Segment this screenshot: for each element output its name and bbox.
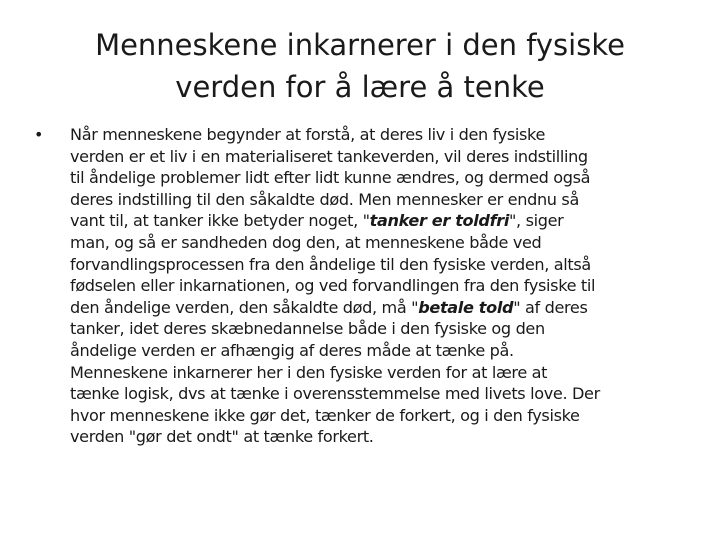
slide-title xyxy=(40,24,680,108)
paragraph-line: deres indstilling til den såkaldte død. Men mennesker er endnu så xyxy=(70,189,579,209)
paragraph-line: verden er et liv i en materialiseret tankeverden, vil deres indstilling xyxy=(70,146,588,166)
bullet-marker: • xyxy=(34,125,44,144)
emphasis-text: tanker er toldfri xyxy=(369,211,509,231)
line-text: vant til, at tanker ikke betyder noget, " xyxy=(70,211,370,231)
paragraph-line xyxy=(70,210,690,232)
line-text: " af deres xyxy=(513,297,588,317)
paragraph-line: man, og så er sandheden dog den, at menneskene både ved xyxy=(70,232,542,252)
paragraph-line: tænke logisk, dvs at tænke i overensstemmelse med livets love. Der xyxy=(70,384,600,404)
paragraph-line: forvandlingsprocessen fra den åndelige til den fysiske verden, altså xyxy=(70,254,591,274)
paragraph-line: Når menneskene begynder at forstå, at deres liv i den fysiske xyxy=(70,125,545,144)
title-line-2: verden for å lære å tenke xyxy=(175,70,545,104)
paragraph-line xyxy=(70,297,690,319)
paragraph-line: fødselen eller inkarnationen, og ved forvandlingen fra den fysiske til xyxy=(70,276,596,296)
line-text: den åndelige verden, den såkaldte død, må " xyxy=(70,297,419,317)
bullet-paragraph xyxy=(70,124,690,448)
paragraph-line: til åndelige problemer lidt efter lidt kunne ændres, og dermed også xyxy=(70,168,591,188)
paragraph-line: verden "gør det ondt" at tænke forkert. xyxy=(70,427,374,447)
line-text: ", siger xyxy=(509,211,564,231)
paragraph-line: hvor menneskene ikke gør det, tænker de forkert, og i den fysiske xyxy=(70,405,580,425)
paragraph-line: tanker, idet deres skæbnedannelse både i den fysiske og den xyxy=(70,319,545,339)
paragraph-line: Menneskene inkarnerer her i den fysiske verden for at lære at xyxy=(70,362,548,382)
emphasis-text: betale told xyxy=(418,297,514,317)
title-line-1: Menneskene inkarnerer i den fysiske xyxy=(95,28,625,62)
paragraph-line: åndelige verden er afhængig af deres måde at tænke på. xyxy=(70,340,514,360)
